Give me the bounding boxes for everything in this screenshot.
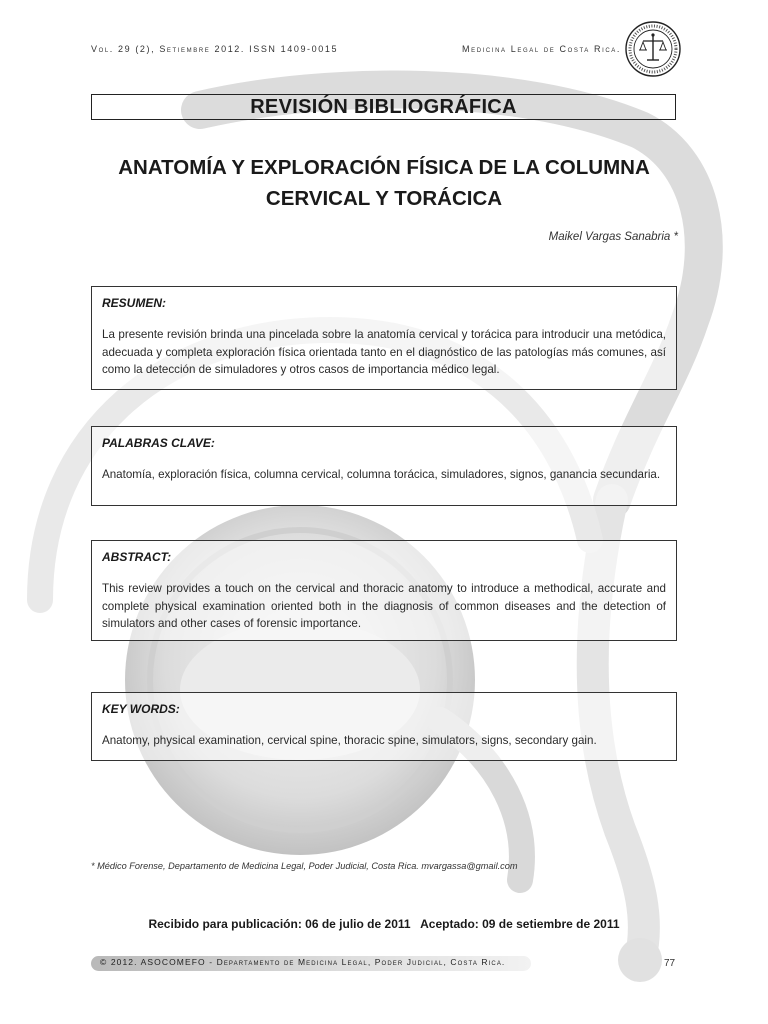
author-name: Maikel Vargas Sanabria * bbox=[548, 231, 678, 243]
resumen-box bbox=[91, 286, 677, 390]
resumen-heading: RESUMEN: bbox=[102, 296, 167, 310]
section-label: REVISIÓN BIBLIOGRÁFICA bbox=[91, 94, 676, 120]
palabras-clave-text: Anatomía, exploración física, columna cervical, columna torácica, simuladores, signos, ganancia secundaria. bbox=[102, 468, 661, 481]
palabras-clave-box bbox=[91, 426, 677, 506]
resumen-text: La presente revisión brinda una pincelada sobre la anatomía cervical y torácica para introducir una metódica, adecuada y completa exploración física orientada tanto en el diagnóstico de las patologías más comunes, así como la detección de simuladores y otros casos de importancia médico legal. bbox=[102, 328, 666, 376]
article-title-line-1: ANATOMÍA Y EXPLORACIÓN FÍSICA DE LA COLUMNA bbox=[118, 156, 650, 179]
keywords-text: Anatomy, physical examination, cervical spine, thoracic spine, simulators, signs, secondary gain. bbox=[102, 734, 597, 747]
abstract-heading: ABSTRACT: bbox=[102, 550, 172, 564]
keywords-box bbox=[91, 692, 677, 761]
received-accepted-dates: Recibido para publicación: 06 de julio de 2011 Aceptado: 09 de setiembre de 2011 bbox=[148, 917, 620, 931]
footer-copyright: © 2012. ASOCOMEFO - Departamento de Medicina Legal, Poder Judicial, Costa Rica. bbox=[100, 957, 506, 967]
palabras-clave-heading: PALABRAS CLAVE: bbox=[102, 436, 215, 450]
page-number: 77 bbox=[664, 958, 676, 969]
article-title bbox=[80, 152, 688, 214]
keywords-heading: KEY WORDS: bbox=[102, 702, 180, 716]
journal-name: Medicina Legal de Costa Rica. bbox=[462, 44, 621, 54]
abstract-box bbox=[91, 540, 677, 641]
running-header bbox=[91, 44, 621, 60]
article-title-line-2: CERVICAL Y TORÁCICA bbox=[265, 187, 503, 210]
author-footnote: * Médico Forense, Departamento de Medicina Legal, Poder Judicial, Costa Rica. mvargassa@gmail.com bbox=[91, 861, 518, 871]
scales-of-justice-seal-icon bbox=[624, 20, 682, 78]
abstract-text: This review provides a touch on the cervical and thoracic anatomy to introduce a methodical, accurate and complete physical examination oriented both in the diagnosis of common diseases and the detection of simulators and other cases of forensic importance. bbox=[102, 582, 666, 630]
journal-volume-info: Vol. 29 (2), Setiembre 2012. ISSN 1409-0015 bbox=[91, 44, 339, 54]
